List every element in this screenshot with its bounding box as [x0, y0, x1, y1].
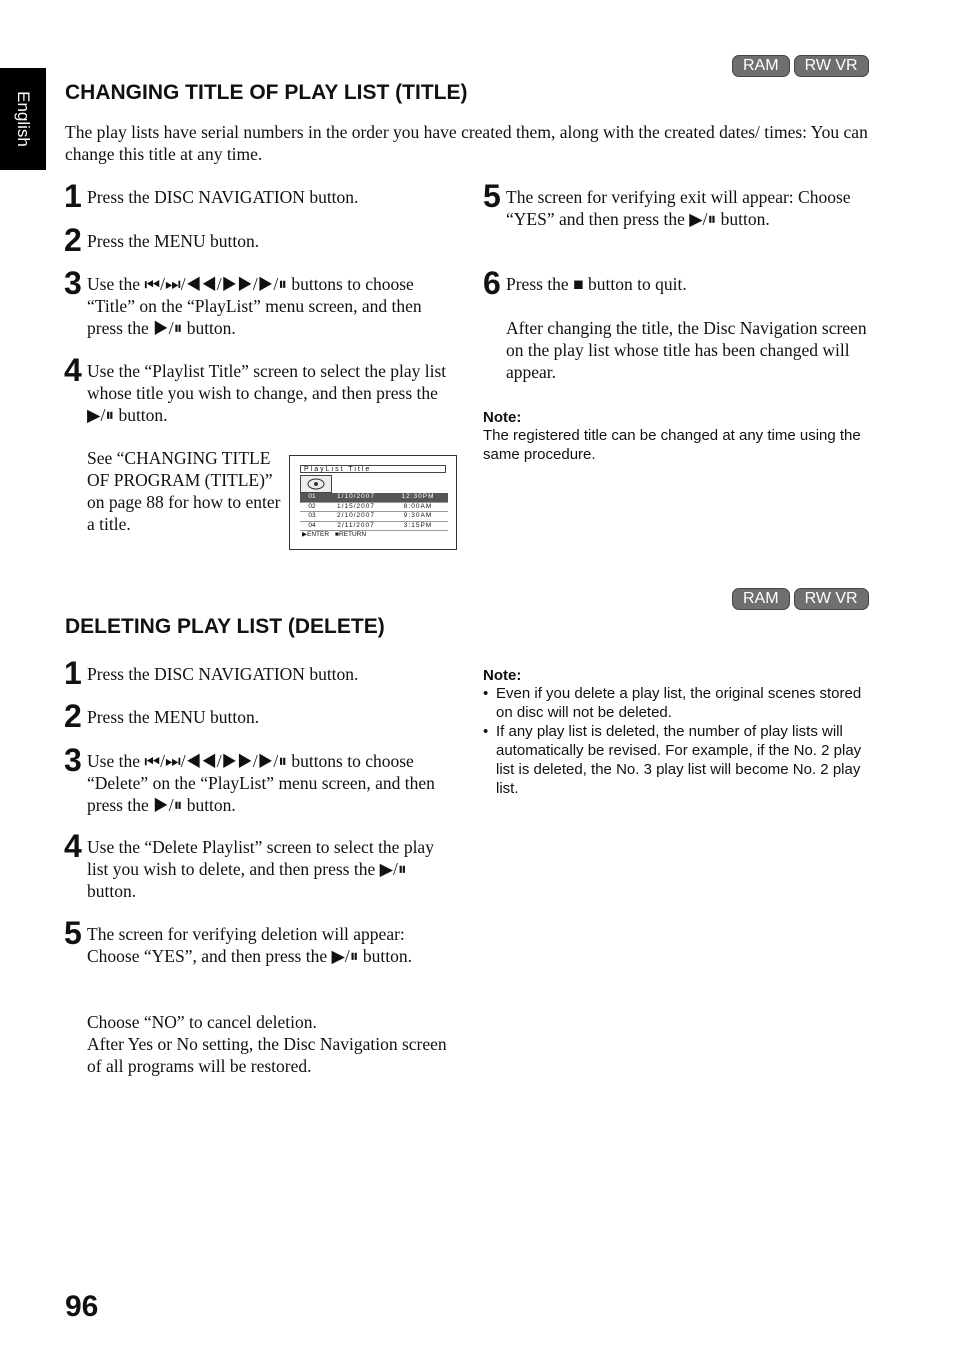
step-5 [483, 178, 876, 230]
delete-step-2 [64, 698, 457, 734]
step-number: 4 [64, 352, 82, 388]
badge-rw-vr: RW VR [794, 588, 869, 610]
screen-title: PlayList Title [300, 465, 446, 473]
playlist-rows [300, 493, 448, 531]
see-reference-text: See “CHANGING TITLE OF PROGRAM (TITLE)” on page 88 for how to enter a title. [87, 448, 281, 534]
step-number: 2 [64, 698, 82, 734]
language-tab-label: English [14, 91, 33, 147]
disc-type-badges [732, 55, 869, 77]
badge-ram: RAM [732, 55, 790, 77]
step-text: Use the ⏮/⏭/◀◀/▶▶/▶/⏸ buttons to choose “Delete” on the “PlayList” menu screen, and then press the ▶/⏸ button. [87, 751, 435, 815]
step-text: Press the MENU button. [87, 231, 260, 251]
note-1 [483, 409, 873, 464]
list-item: • Even if you delete a play list, the original scenes stored on disc will not be deleted. [483, 684, 873, 722]
disc-icon [300, 475, 332, 493]
step-number: 1 [64, 178, 82, 214]
step-2 [64, 222, 457, 258]
step-number: 5 [483, 178, 501, 214]
step-text: Press the ■ button to quit. [506, 274, 687, 294]
step-number: 5 [64, 915, 82, 951]
badge-ram: RAM [732, 588, 790, 610]
step-number: 2 [64, 222, 82, 258]
step-number: 3 [64, 265, 82, 301]
note-title: Note: [483, 409, 522, 426]
table-row[interactable]: 04 2/11/2007 3:15PM [300, 522, 448, 532]
table-row[interactable]: 01 1/10/2007 12:30PM [300, 493, 448, 503]
step-text: Use the ⏮/⏭/◀◀/▶▶/▶/⏸ buttons to choose “Title” on the “PlayList” menu screen, and then press the ▶/⏸ button. [87, 274, 422, 338]
delete-step-5 [64, 915, 459, 967]
step-text: Press the DISC NAVIGATION button. [87, 664, 359, 684]
note-title: Note: [483, 667, 522, 684]
step-1 [64, 178, 457, 214]
step-number: 3 [64, 742, 82, 778]
table-row[interactable]: 02 1/15/2007 8:00AM [300, 503, 448, 513]
page-number: 96 [65, 1290, 99, 1323]
step-text: Press the MENU button. [87, 707, 260, 727]
list-item: • If any play list is deleted, the number of play lists will automatically be revised. For example, if the No. 2 play list is deleted, the No. 3 play list will become No. 2 play list. [483, 722, 873, 798]
section-intro: The play lists have serial numbers in the order you have created them, along with the created dates/ times: You can change this title at any time. [65, 122, 868, 164]
delete-step-1 [64, 655, 457, 691]
after-change-text: After changing the title, the Disc Navigation screen on the play list whose title has been changed will appear. [506, 318, 867, 382]
note-2 [483, 667, 873, 798]
playlist-title-screen [289, 455, 457, 550]
step-text: Use the “Delete Playlist” screen to select the play list you wish to delete, and then press the ▶/⏸ button. [87, 837, 434, 901]
step-text: The screen for verifying deletion will appear: Choose “YES”, and then press the ▶/⏸ button. [87, 924, 413, 966]
step-3 [64, 265, 459, 339]
step-text: Use the “Playlist Title” screen to select the play list whose title you wish to change, and then press the ▶/⏸ button. [87, 361, 447, 425]
step-number: 6 [483, 265, 501, 301]
note-text: The registered title can be changed at any time using the same procedure. [483, 427, 861, 463]
section-title-change-title: CHANGING TITLE OF PLAY LIST (TITLE) [65, 81, 468, 104]
delete-step-3 [64, 742, 447, 816]
screen-footer [302, 531, 366, 539]
delete-step-4 [64, 828, 449, 902]
note-bullets [483, 684, 873, 798]
see-reference [87, 447, 282, 535]
return-hint: ■RETURN [335, 531, 367, 538]
delete-cancel-text: Choose “NO” to cancel deletion. After Yes or No setting, the Disc Navigation screen of all programs will be restored. [87, 1012, 447, 1076]
disc-type-badges-2 [732, 588, 869, 610]
enter-hint: ▶ENTER [302, 531, 330, 538]
table-row[interactable]: 03 2/10/2007 9:30AM [300, 512, 448, 522]
section-title-delete: DELETING PLAY LIST (DELETE) [65, 615, 385, 638]
badge-rw-vr: RW VR [794, 55, 869, 77]
step-text: Press the DISC NAVIGATION button. [87, 187, 359, 207]
step-6 [483, 265, 876, 301]
step-4 [64, 352, 457, 426]
play-icon: ▶ [302, 531, 307, 538]
language-tab [0, 68, 46, 170]
step-number: 1 [64, 655, 82, 691]
step-text: The screen for verifying exit will appear: Choose “YES” and then press the ▶/⏸ button. [506, 187, 851, 229]
stop-icon: ■ [335, 531, 339, 538]
step-number: 4 [64, 828, 82, 864]
